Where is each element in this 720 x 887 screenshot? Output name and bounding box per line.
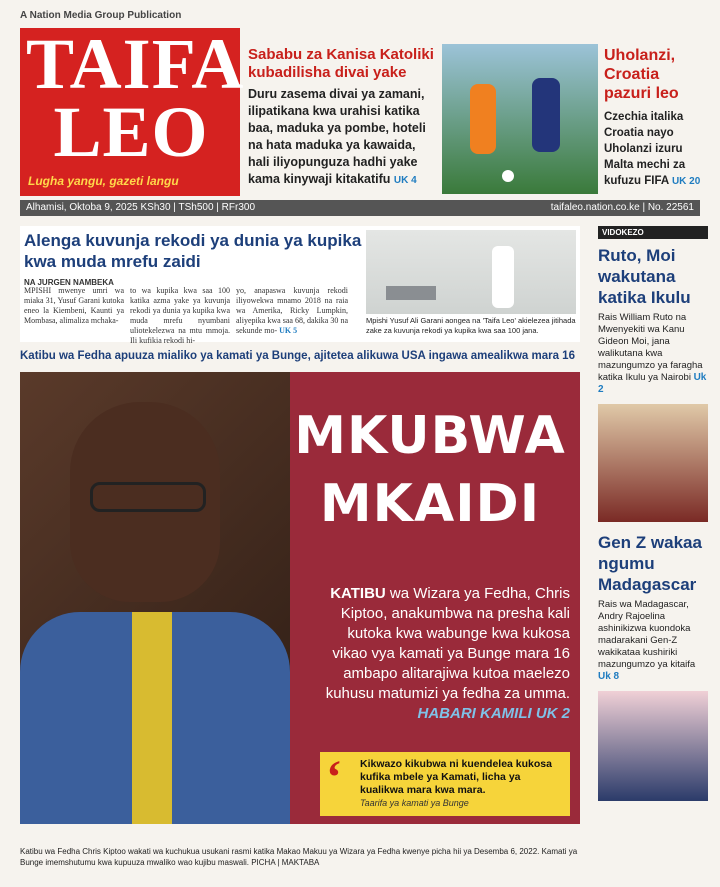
- story-column-1: MPISHI mwenye umri wa miaka 31, Yusuf Garani kutoka eneo la Kiembeni, Kaunti ya Mombasa, alimaliza mchaka-: [24, 286, 124, 325]
- sidebar-item-ruto-moi[interactable]: [598, 245, 708, 396]
- chef-photo-caption: Mpishi Yusuf Ali Garani aongea na 'Taifa Leo' akielezea jitihada zake za kuvunja rekodi ya kupika kwa saa 100 jana.: [366, 316, 576, 335]
- teaser-headline: Sababu za Kanisa Katoliki kubadilisha divai yake: [248, 46, 434, 81]
- dateline-date-price: Alhamisi, Oktoba 9, 2025 KSh30 | TSh500 | RFr300: [26, 202, 256, 213]
- player-orange-figure: [470, 84, 496, 154]
- ruto-photo: [598, 404, 708, 522]
- football-photo: [442, 44, 598, 194]
- masthead-title: TAIFA LEO: [26, 24, 245, 172]
- dateline-bar: [20, 200, 700, 216]
- sidebar-headline: Ruto, Moi wakutana katika Ikulu: [598, 246, 691, 307]
- quote-mark-icon: ‘: [326, 751, 342, 804]
- story-column-3: yo, anapaswa kuvunja rekodi iliyowekwa mnamo 2018 na raia wa Amerika, Ricky Lumpkin, aliyepika kwa saa 68, dakika 30 na sekunde mo- UK 5: [236, 286, 348, 335]
- story-column-2: to wa kupika kwa saa 100 katika azma yake ya kuvunja rekodi ya dunia ya kupika kwa muda mrefu nyumbani uliotekelezwa na mtu mmoja. Ili kufikia rekodi hi-: [130, 286, 230, 345]
- main-body-text: KATIBU wa Wizara ya Fedha, Chris Kiptoo, anakumbwa na presha kali kutoka kwa wabunge kwa kukosa vikao vya kamati ya Bunge mara 16 ambapo alitarajiwa kutoa maelezo kuhusu matumizi ya fedha za umma. HABARI KAMILI UK 2: [325, 585, 570, 722]
- main-headline: MKUBWA MKAIDI: [294, 406, 566, 534]
- kiptoo-photo: [20, 372, 290, 824]
- masthead[interactable]: [20, 24, 245, 196]
- teaser-body: Czechia italika Croatia nayo Uholanzi izuru Malta mechi za kufuzu FIFA UK 20: [604, 111, 701, 187]
- sidebar-body: Rais William Ruto na Mwenyekiti wa Kanu Gideon Moi, jana walikutana kwa mazungumzo ya faragha katika Ikulu ya Nairobi Uk 2: [598, 312, 707, 395]
- teaser-catholic[interactable]: [248, 46, 438, 189]
- rajoelina-photo: [598, 691, 708, 801]
- sidebar-label: VIDOKEZO: [598, 226, 708, 239]
- teaser-headline: Uholanzi, Croatia pazuri leo: [604, 47, 679, 102]
- pull-quote: [320, 752, 570, 816]
- sidebar-headline: Gen Z wakaa ngumu Madagascar: [598, 533, 702, 594]
- masthead-slogan: Lugha yangu, gazeti langu: [28, 174, 179, 188]
- yellow-tie-shape: [132, 612, 172, 824]
- main-story[interactable]: [20, 372, 580, 824]
- teaser-football[interactable]: [604, 46, 708, 190]
- sidebar-item-madagascar[interactable]: [598, 532, 708, 683]
- quote-attribution: Taarifa ya kamati ya Bunge: [360, 798, 469, 808]
- main-kicker: Katibu wa Fedha apuuza mialiko ya kamati ya Bunge, ajitetea alikuwa USA ingawa amealikwa mara 16: [20, 350, 575, 362]
- story-byline: NA JURGEN NAMBEKA: [24, 278, 114, 287]
- quote-text: Kikwazo kikubwa ni kuendelea kukosa kufika mbele ya Kamati, licha ya kualikwa mara kwa mara.: [360, 758, 552, 796]
- story-chef-record[interactable]: [20, 226, 580, 345]
- sidebar-body: Rais wa Madagascar, Andry Rajoelina ashinikizwa kuondoka madarakani Gen-Z wakikataa kushiriki mazungumzo ya kitaifa Uk 8: [598, 599, 696, 682]
- publisher-line: A Nation Media Group Publication: [20, 10, 182, 21]
- chef-figure: [492, 246, 514, 308]
- laptop-shape: [386, 286, 436, 300]
- story-headline: Alenga kuvunja rekodi ya dunia ya kupika kwa muda mrefu zaidi: [24, 231, 362, 271]
- player-blue-figure: [532, 78, 560, 152]
- main-photo-caption: Katibu wa Fedha Chris Kiptoo wakati wa kuchukua usukani rasmi katika Makao Makuu ya Wizara ya Fedha kwenye picha hii ya Desemba 6, 2022. Kamati ya Bunge imemshutumu kwa kupuuza mwaliko wao kujibu maswali. PICHA | MAKTABA: [20, 847, 578, 867]
- football-icon: [502, 170, 514, 182]
- sidebar: [598, 226, 708, 801]
- dateline-web-issue: taifaleo.nation.co.ke | No. 22561: [550, 202, 694, 213]
- glasses-shape: [90, 482, 206, 512]
- chef-photo: [366, 230, 576, 314]
- teaser-body: Duru zasema divai ya zamani, ilipatikana kwa urahisi katika baa, maduka ya pombe, hoteli na hata maduka ya kawaida, hali iliyopunguza hadhi yake kama kinywaji kitakatifu UK 4: [248, 87, 426, 186]
